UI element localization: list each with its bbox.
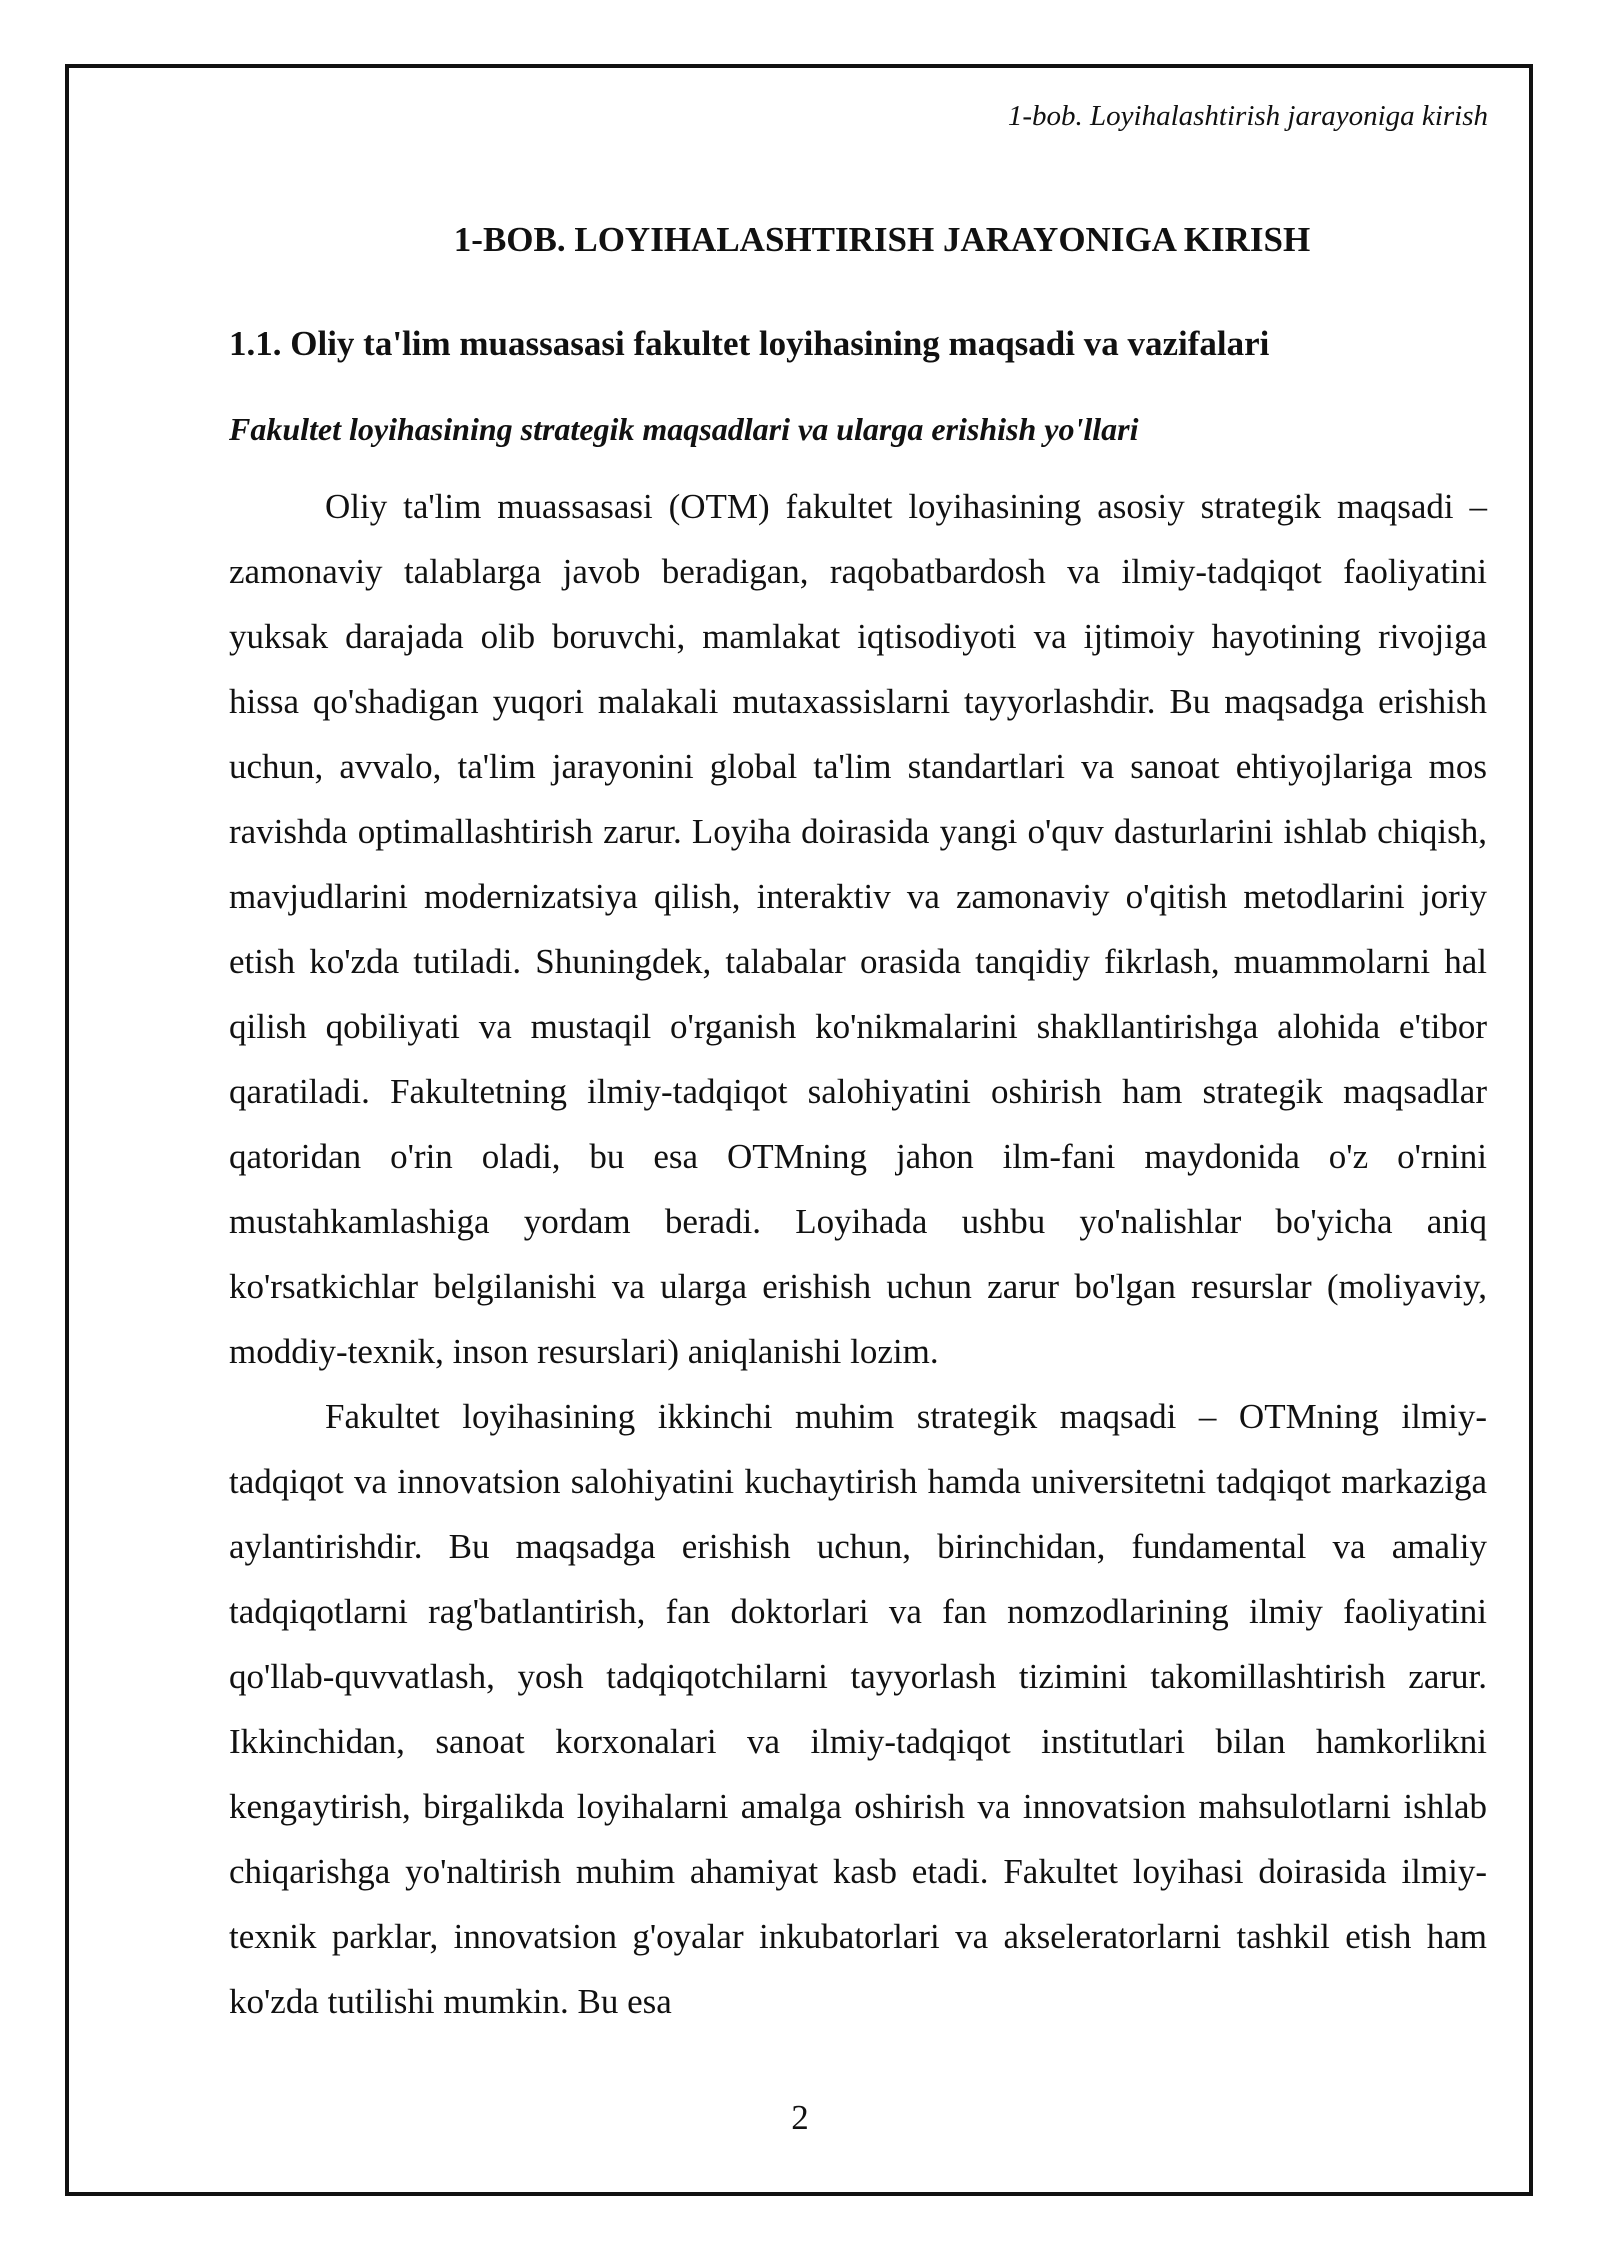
page-number: 2 (791, 2098, 809, 2137)
section-title: 1.1. Oliy ta'lim muassasasi fakultet loyihasining maqsadi va vazifalari (229, 324, 1270, 363)
running-header: 1-bob. Loyihalashtirish jarayoniga kirish (1007, 100, 1488, 132)
subsection-title: Fakultet loyihasining strategik maqsadlari va ularga erishish yo'llari (229, 411, 1139, 447)
body-paragraph: Oliy ta'lim muassasasi (OTM) fakultet loyihasining asosiy strategik maqsadi – zamonaviy talablarga javob beradigan, raqobatbardosh va ilmiy-tadqiqot faoliyatini yuksak darajada olib boruvchi, mamlakat iqtisodiyoti va ijtimoiy hayotining rivojiga hissa qo'shadigan yuqori malakali mutaxassislarni tayyorlashdir. Bu maqsadga erishish uchun, avvalo, ta'lim jarayonini global ta'lim standartlari va sanoat ehtiyojlariga mos ravishda optimallashtirish zarur. Loyiha doirasida yangi o'quv dasturlarini ishlab chiqish, mavjudlarini modernizatsiya qilish, interaktiv va zamonaviy o'qitish metodlarini joriy etish ko'zda tutiladi. Shuningdek, talabalar orasida tanqidiy fikrlash, muammolarni hal qilish qobiliyati va mustaqil o'rganish ko'nikmalarini shakllantirishga alohida e'tibor qaratiladi. Fakultetning ilmiy-tadqiqot salohiyatini oshirish ham strategik maqsadlar qatoridan o'rin oladi, bu esa OTMning jahon ilm-fani maydonida o'z o'rnini mustahkamlashiga yordam beradi. Loyihada ushbu yo'nalishlar bo'yicha aniq ko'rsatkichlar belgilanishi va ularga erishish uchun zarur bo'lgan resurslar (moliyaviy, moddiy-texnik, inson resurslari) aniqlanishi lozim. (229, 487, 1487, 1371)
chapter-title: 1-BOB. LOYIHALASHTIRISH JARAYONIGA KIRISH (453, 220, 1311, 259)
page-content (229, 212, 1487, 2034)
body-paragraph: Fakultet loyihasining ikkinchi muhim strategik maqsadi – OTMning ilmiy-tadqiqot va innovatsion salohiyatini kuchaytirish hamda universitetni tadqiqot markaziga aylantirishdir. Bu maqsadga erishish uchun, birinchidan, fundamental va amaliy tadqiqotlarni rag'batlantirish, fan doktorlari va fan nomzodlarining ilmiy faoliyatini qo'llab-quvvatlash, yosh tadqiqotchilarni tayyorlash tizimini takomillashtirish zarur. Ikkinchidan, sanoat korxonalari va ilmiy-tadqiqot institutlari bilan hamkorlikni kengaytirish, birgalikda loyihalarni amalga oshirish va innovatsion mahsulotlarni ishlab chiqarishga yo'naltirish muhim ahamiyat kasb etadi. Fakultet loyihasi doirasida ilmiy-texnik parklar, innovatsion g'oyalar inkubatorlari va akseleratorlarni tashkil etish ham ko'zda tutilishi mumkin. Bu esa (229, 1397, 1487, 2021)
